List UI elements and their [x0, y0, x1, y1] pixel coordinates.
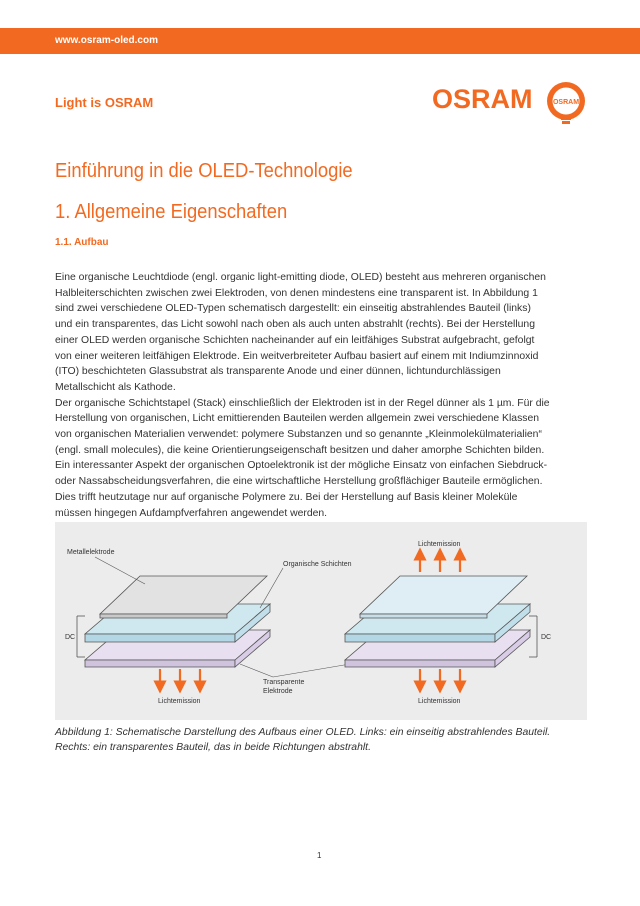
caption-line: Abbildung 1: Schematische Darstellung des Aufbaus einer OLED. Links: ein einseitig abstrahlendes Bauteil.	[55, 727, 551, 738]
body-line: von organischen Materialien verwendet: polymere Substanzen und so genannte „Kleinmolekülmaterialien“	[55, 429, 542, 441]
oled-diagram	[55, 522, 587, 720]
metal-electrode-label: Metallelektrode	[67, 549, 115, 556]
bulb-logo-icon	[544, 80, 588, 126]
body-line: Halbleiterschichten zwischen zwei Elektroden, von denen mindestens eine transparent ist. In Abbildung 1	[55, 287, 538, 299]
body-line: Dies trifft heutzutage nur auf organische Polymere zu. Bei der Herstellung auf Basis kleiner Moleküle	[55, 491, 518, 503]
body-line: Der organische Schichtstapel (Stack) einschließlich der Elektroden ist in der Regel dünner als 1 µm. Für die	[55, 397, 550, 409]
transparent-electrode-label-1: Transparente	[263, 679, 305, 686]
logo-text: OSRAM	[432, 84, 533, 114]
right-emission-arrows-up	[420, 554, 460, 572]
left-dc-label: DC	[65, 634, 76, 641]
left-emission-arrows	[160, 669, 200, 687]
body-line: von einer weiteren leitfähigen Elektrode. Ein weitverbreiteter Aufbau basiert auf einem mit Indiumzinnoxid	[55, 350, 539, 362]
page-title: Einführung in die OLED-Technologie	[55, 160, 353, 182]
right-dc-label: DC	[541, 634, 552, 641]
body-line: sind zwei verschiedene OLED-Typen schematisch dargestellt: ein einseitig abstrahlendes Bauteil (links)	[55, 303, 531, 315]
body-line: Eine organische Leuchtdiode (engl. organic light-emitting diode, OLED) besteht aus mehreren organischen	[55, 272, 546, 283]
body-line: oder Nassabscheidungsverfahren, die eine wirtschaftliche Herstellung großflächiger Bauteile ermöglichen.	[55, 476, 543, 488]
figure-caption	[55, 725, 595, 755]
left-emission-label: Lichtemission	[158, 698, 201, 705]
oled-structure-figure	[55, 522, 587, 720]
left-dc-bracket	[77, 616, 85, 657]
body-paragraphs	[55, 270, 590, 521]
body-line: Herstellung von organischen, Licht emittierenden Bauteilen werden allgemein zwei verschiedene Klassen	[55, 413, 540, 425]
transparent-electrode-label-2: Elektrode	[263, 688, 293, 695]
body-line: Metallschicht als Kathode.	[55, 381, 176, 393]
body-line: (engl. small molecules), die keine Orientierungseigenschaft besitzen und daher amorphe Schichten bilden.	[55, 444, 545, 456]
body-line: einer OLED werden organische Schichten nacheinander auf ein leitfähiges Substrat aufgebracht, gefolgt	[55, 334, 535, 346]
section-title: 1. Allgemeine Eigenschaften	[55, 201, 288, 223]
body-line: müssen hingegen Aufdampfverfahren angewendet werden.	[55, 507, 328, 519]
body-line: (ITO) beschichteten Glassubstrat als transparente Anode und einer dünnen, lichtundurchlässigen	[55, 366, 501, 378]
caption-line: Rechts: ein transparentes Bauteil, das in beide Richtungen abstrahlt.	[55, 742, 371, 753]
header-url[interactable]: www.osram-oled.com	[55, 35, 158, 46]
header-bar	[0, 28, 640, 54]
bulb-logo-text: OSRAM	[552, 99, 580, 106]
right-emission-arrows-down	[420, 669, 460, 687]
body-line: Ein interessanter Aspekt der organischen Optoelektronik ist der mögliche Einsatz von einfachen Siebdruck-	[55, 460, 548, 472]
osram-logo	[432, 80, 588, 126]
organic-layers-label: Organische Schichten	[283, 561, 352, 568]
right-emission-bottom-label: Lichtemission	[418, 698, 461, 705]
subsection-title: 1.1. Aufbau	[55, 237, 109, 248]
body-line: und ein transparentes, das Licht sowohl nach oben als auch unten abstrahlt (rechts). Bei der Herstellung	[55, 319, 535, 331]
tagline: Light is OSRAM	[55, 95, 154, 110]
page-number: 1	[317, 851, 322, 860]
right-emission-top-label: Lichtemission	[418, 541, 461, 548]
